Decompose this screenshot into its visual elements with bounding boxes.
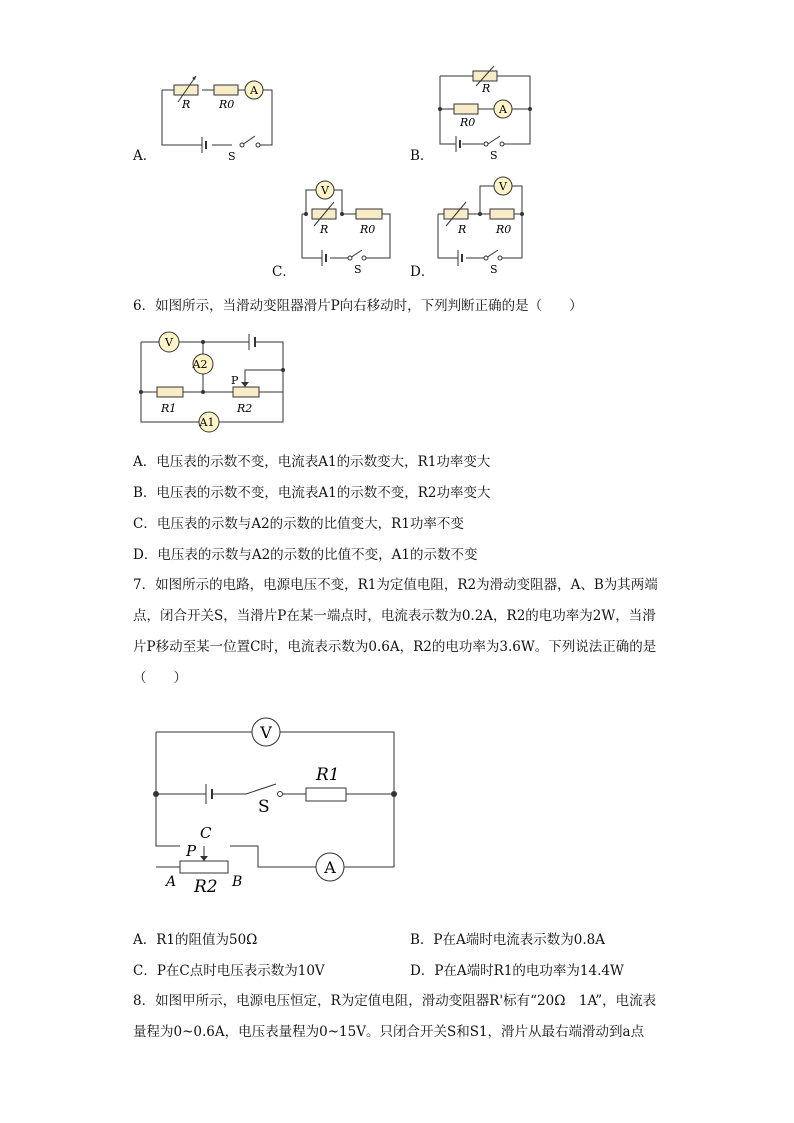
r-label: R [482,82,491,95]
switch-label: S [228,150,236,163]
option-c-letter: C． [272,264,296,280]
voltmeter-label: V [165,336,173,349]
r0-label: R0 [360,223,376,236]
r0-label: R0 [460,116,476,129]
q8-stem: 8．如图甲所示，电源电压恒定，R为定值电阻，滑动变阻器R'标有“20Ω 1A”，电流表量程为0~0.6A，电压表量程为0~15V。只闭合开关S和S1，滑片从最右端滑动到a点 [133,993,657,1040]
end-a-label: A [166,874,177,890]
r-label: R [182,98,191,111]
q7-stem: 7．如图所示的电路，电源电压不变，R1为定值电阻，R2为滑动变阻器，A、B为其两端点，闭合开关S，当滑片P在某一端点时，电流表示数为0.2A，R2的电功率为2W，当滑片P移动至某一位置C时，电流表示数为0.6A，R2的电功率为3.6W。下列说法正确的是（ ） [133,577,658,686]
r1-label: R1 [316,765,340,785]
option-b-letter: B． [410,148,434,164]
r0-label: R0 [496,223,512,236]
switch-label: S [354,263,362,276]
r-label: R [458,223,467,236]
slider-p-label: P [231,374,239,387]
q6-option-b: B．电压表的示数不变，电流表A1的示数不变，R2功率变大 [133,485,491,501]
point-c-label: C [200,824,212,842]
switch-label: S [258,797,270,817]
ammeter-label: A [324,858,336,877]
circuit-diagram-c [292,176,397,276]
circuit-diagram-b [432,64,542,164]
end-b-label: B [232,874,243,890]
r0-label: R0 [219,98,235,111]
ammeter-label: A [499,103,507,116]
q7-option-c: C．P在C点时电压表示数为10V [133,963,325,979]
voltmeter-label: V [260,723,272,742]
q6-circuit-diagram [133,326,293,436]
q7-option-a: A．R1的阻值为50Ω [133,932,258,948]
switch-label: S [490,263,498,276]
option-a-letter: A． [133,148,157,164]
ammeter-a1-label: A1 [199,416,215,429]
q6-option-a: A．电压表的示数不变，电流表A1的示数变大，R1功率变大 [133,454,491,470]
q6-stem: 6．如图所示，当滑动变阻器滑片P向右移动时，下列判断正确的是（ ） [133,298,583,314]
r1-label: R1 [161,402,177,415]
circuit-diagram-d [430,176,535,276]
q7-circuit-diagram [150,712,405,897]
q6-option-d: D．电压表的示数与A2的示数的比值不变，A1的示数不变 [133,547,478,563]
voltmeter-label: V [499,180,507,193]
q6-option-c: C．电压表的示数与A2的示数的比值变大，R1功率不变 [133,516,464,532]
ammeter-a2-label: A2 [192,358,208,371]
q7-option-b: B．P在A端时电流表示数为0.8A [410,932,605,948]
voltmeter-label: V [321,184,329,197]
r2-label: R2 [237,402,253,415]
switch-label: S [490,149,498,162]
option-d-letter: D． [410,264,435,280]
circuit-diagram-a [150,70,280,165]
ammeter-label: A [250,84,258,97]
r2-label: R2 [194,877,218,897]
slider-p-label: P [186,842,197,860]
r-label: R [320,223,329,236]
q7-option-d: D．P在A端时R1的电功率为14.4W [410,963,624,979]
